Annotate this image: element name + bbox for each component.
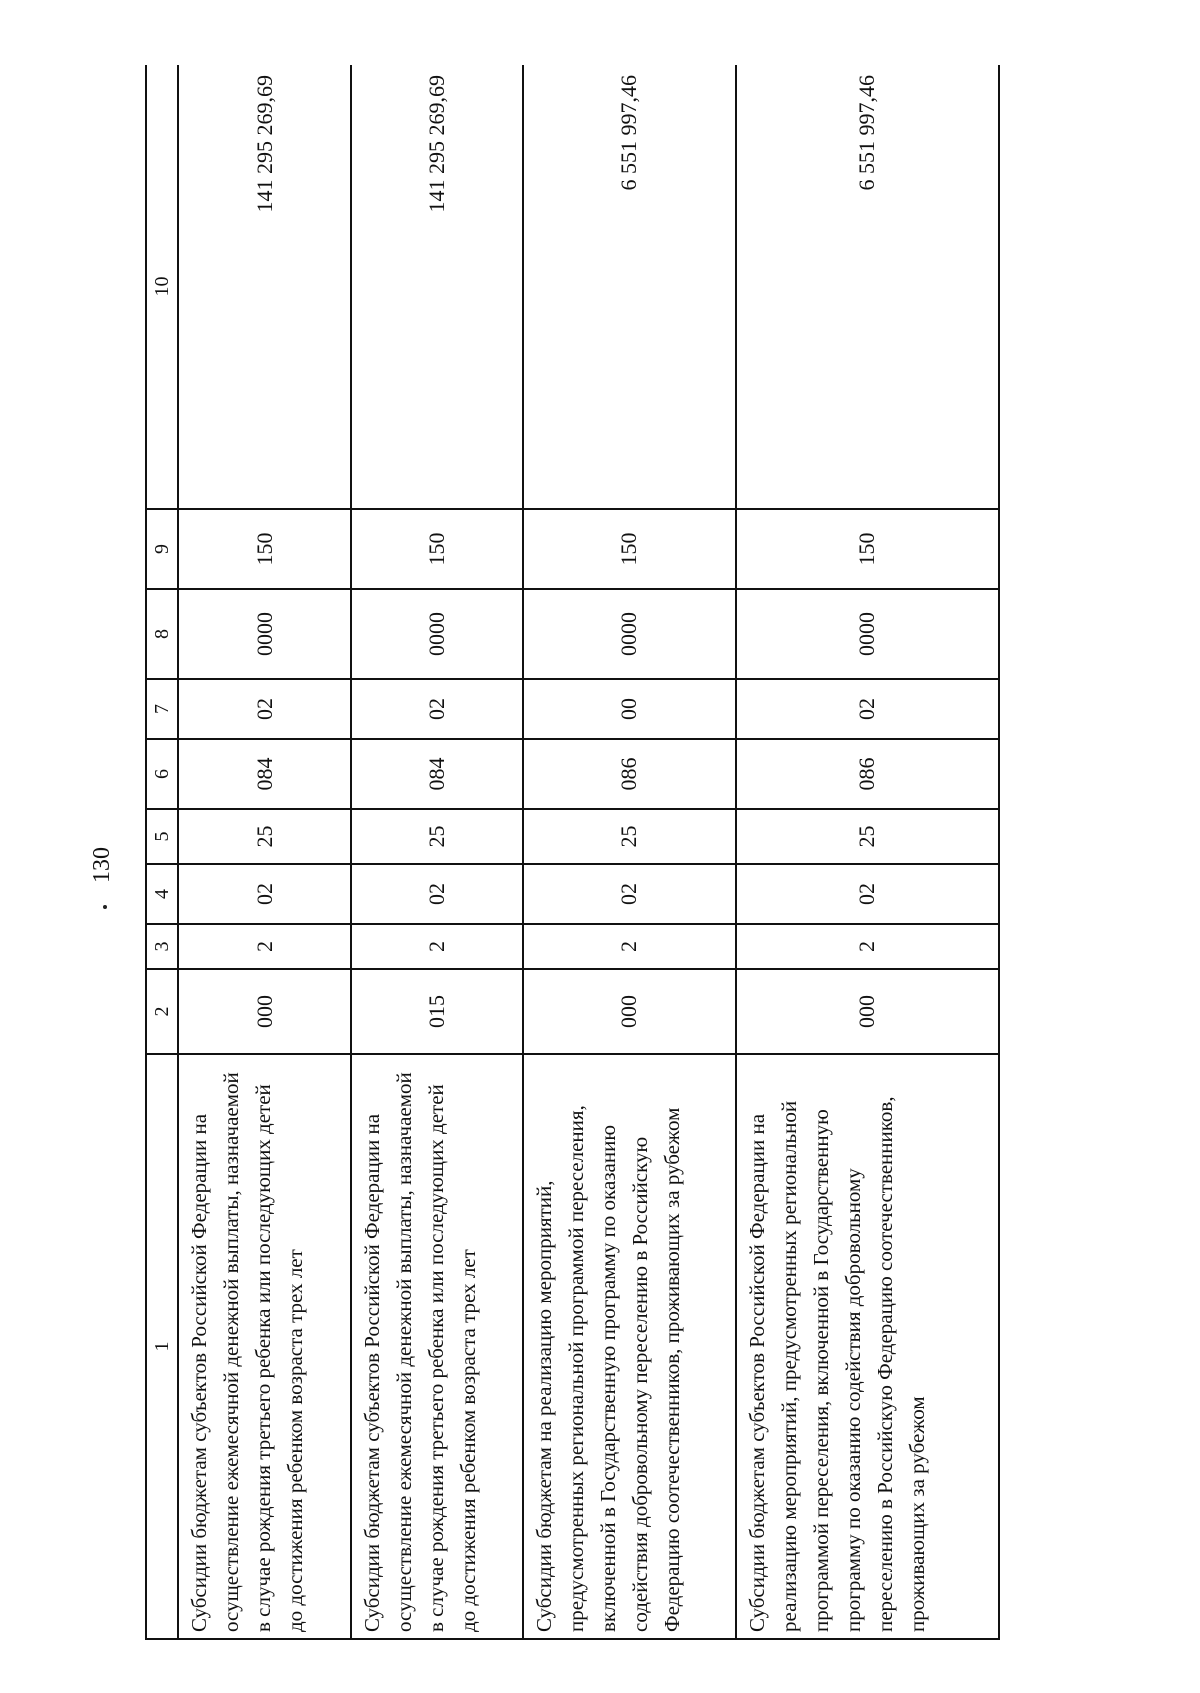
code-cell: 02 [351, 679, 523, 739]
code-cell: 000 [736, 969, 999, 1054]
stray-dot [103, 905, 107, 909]
header-cell: 6 [146, 739, 178, 809]
table-container [145, 65, 1000, 1640]
header-cell: 3 [146, 924, 178, 969]
header-cell: 8 [146, 589, 178, 679]
row-description: Субсидии бюджетам субъектов Российской Федерации на осуществление ежемесячной денежной выплаты, назначаемой в случае рождения третьего ребенка или последующих детей до достижения ребенком возраста трех лет [351, 1054, 523, 1639]
code-cell: 25 [351, 809, 523, 864]
budget-table [145, 65, 1000, 1640]
code-cell: 0000 [736, 589, 999, 679]
code-cell: 2 [523, 924, 736, 969]
code-cell: 02 [351, 864, 523, 924]
header-cell: 2 [146, 969, 178, 1054]
code-cell: 02 [178, 679, 350, 739]
code-cell: 150 [178, 509, 350, 589]
amount-cell: 6 551 997,46 [736, 65, 999, 509]
code-cell: 25 [178, 809, 350, 864]
code-cell: 086 [523, 739, 736, 809]
table-row [178, 65, 350, 1639]
code-cell: 150 [736, 509, 999, 589]
page-number: 130 [89, 847, 115, 883]
amount-cell: 6 551 997,46 [523, 65, 736, 509]
code-cell: 02 [736, 864, 999, 924]
header-cell: 9 [146, 509, 178, 589]
code-cell: 084 [351, 739, 523, 809]
header-cell: 5 [146, 809, 178, 864]
code-cell: 0000 [178, 589, 350, 679]
row-description: Субсидии бюджетам субъектов Российской Федерации на реализацию мероприятий, предусмотренных региональной программой переселения, включенной в Государственную программу по оказанию содействия добровольному переселению в Российскую Федерацию соотечественников, проживающих за рубежом [736, 1054, 999, 1639]
header-cell: 4 [146, 864, 178, 924]
code-cell: 00 [523, 679, 736, 739]
row-description: Субсидии бюджетам на реализацию мероприятий, предусмотренных региональной программой переселения, включенной в Государственную программу по оказанию содействия добровольному переселению в Российскую Федерацию соотечественников, проживающих за рубежом [523, 1054, 736, 1639]
code-cell: 086 [736, 739, 999, 809]
code-cell: 02 [178, 864, 350, 924]
code-cell: 150 [523, 509, 736, 589]
row-description: Субсидии бюджетам субъектов Российской Федерации на осуществление ежемесячной денежной выплаты, назначаемой в случае рождения третьего ребенка или последующих детей до достижения ребенком возраста трех лет [178, 1054, 350, 1639]
table-row [736, 65, 999, 1639]
table-row [523, 65, 736, 1639]
code-cell: 150 [351, 509, 523, 589]
code-cell: 084 [178, 739, 350, 809]
code-cell: 000 [178, 969, 350, 1054]
code-cell: 0000 [523, 589, 736, 679]
code-cell: 015 [351, 969, 523, 1054]
amount-cell: 141 295 269,69 [178, 65, 350, 509]
code-cell: 0000 [351, 589, 523, 679]
code-cell: 2 [736, 924, 999, 969]
code-cell: 25 [736, 809, 999, 864]
code-cell: 2 [351, 924, 523, 969]
code-cell: 25 [523, 809, 736, 864]
header-cell: 7 [146, 679, 178, 739]
code-cell: 02 [523, 864, 736, 924]
table-row [351, 65, 523, 1639]
header-cell: 1 [146, 1054, 178, 1639]
header-cell: 10 [146, 65, 178, 509]
code-cell: 2 [178, 924, 350, 969]
amount-cell: 141 295 269,69 [351, 65, 523, 509]
code-cell: 000 [523, 969, 736, 1054]
code-cell: 02 [736, 679, 999, 739]
table-header-row [146, 65, 178, 1639]
